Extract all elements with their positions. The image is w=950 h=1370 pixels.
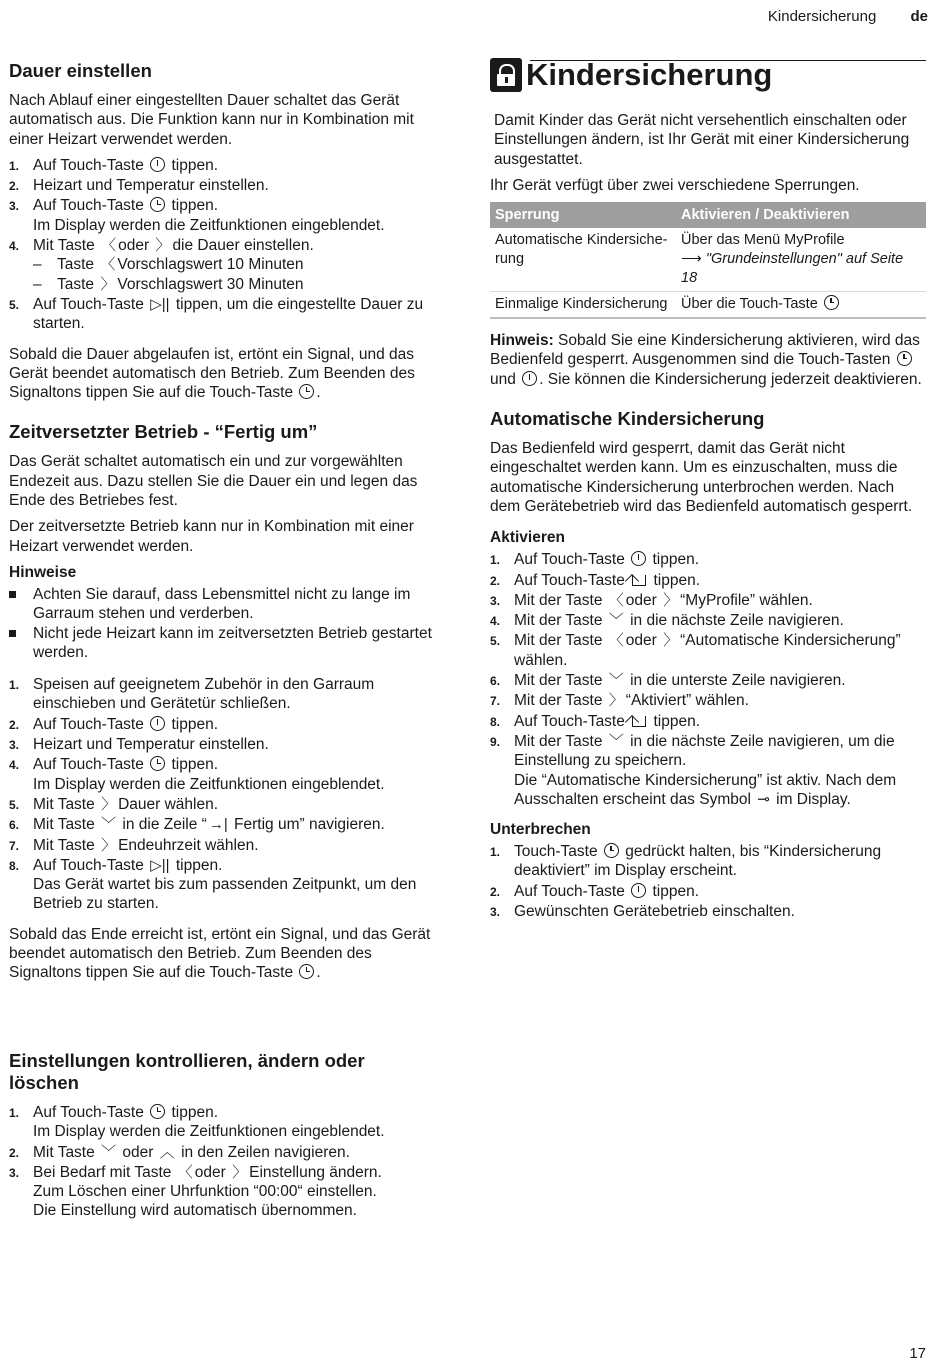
einstellungen-steps <box>9 1103 449 1221</box>
list-item: 4. Mit Taste 〈 oder 〉 die Dauer einstellen. – Taste 〈 Vorschlagswert 10 Minuten – Taste 〉 Vorschlagswert 30 Minuten <box>9 237 314 293</box>
lock-icon <box>490 58 522 92</box>
table-row <box>490 228 926 292</box>
sperrungen-table <box>490 202 926 319</box>
list-item: 5. Mit Taste 〉 Dauer wählen. <box>9 795 219 813</box>
power-icon <box>150 716 165 731</box>
list-item: 6. Mit Taste ﹀ in die Zeile “ →| Fertig um” navigieren. <box>9 816 385 834</box>
auto-heading: Automatische Kindersicherung <box>490 408 765 430</box>
dauer-heading: Dauer einstellen <box>9 60 152 81</box>
end-time-icon: →| <box>208 816 228 834</box>
play-pause-icon: ▷|| <box>150 295 170 313</box>
header-section-title: Kindersicherung <box>767 8 877 25</box>
list-item: 3. Heizart und Temperatur einstellen. <box>9 736 269 754</box>
fertig-p2: Der zeitversetzte Betrieb kann nur in Kombination mit einer Heizart verwendet werden. <box>9 518 414 555</box>
table-cell: Einmalige Kindersicherung <box>490 292 676 319</box>
power-icon <box>150 157 165 172</box>
fertig-heading: Zeitversetzter Betrieb - “Fertig um” <box>9 421 318 443</box>
unterbrechen-steps <box>490 842 926 921</box>
header-language: de <box>910 8 928 25</box>
table-cell: Über das Menü MyProfile ⟶ "Grundeinstellungen" auf Seite 18 <box>676 228 926 292</box>
bullet-icon <box>9 630 16 637</box>
aktivieren-steps <box>490 550 926 809</box>
dauer-intro: Nach Ablauf einer eingestellten Dauer schaltet das Gerät automatisch aus. Die Funktion kann nur in Kombination mit einer Heizart verwendet werden. <box>9 92 414 148</box>
clock-icon <box>604 843 619 858</box>
key-icon: ⊸ <box>757 790 770 808</box>
chevron-right-icon: 〉 <box>155 237 171 255</box>
list-item: 7. Mit Taste 〉 Endeuhrzeit wählen. <box>9 836 259 854</box>
cross-reference-link[interactable]: "Grundeinstellungen" auf Seite 18 <box>681 251 904 287</box>
list-item: 3. Auf Touch-Taste tippen. Im Display werden die Zeitfunktionen eingeblendet. <box>9 197 385 234</box>
fertig-after: Sobald das Ende erreicht ist, ertönt ein Signal, und das Gerät beendet automatisch den Betrieb. Zum Beenden des Signaltons tippen Sie auf die Touch-Taste . <box>9 925 431 982</box>
home-icon <box>632 716 646 727</box>
table-cell: Automatische Kindersiche-rung <box>490 228 676 292</box>
chevron-down-icon: ﹀ <box>101 1143 117 1161</box>
list-item: Nicht jede Heizart kann im zeitversetzten Betrieb gestartet werden. <box>9 624 444 663</box>
list-item: 3. Gewünschten Gerätebetrieb einschalten. <box>490 903 795 921</box>
chevron-right-icon: 〉 <box>101 795 117 813</box>
list-item: 6. Mit der Taste ﹀ in die unterste Zeile navigieren. <box>490 672 846 690</box>
chevron-right-icon: 〉 <box>663 632 679 650</box>
list-item: 3. Mit der Taste 〈 oder 〉 “MyProfile” wählen. <box>490 591 813 609</box>
table-header: Aktivieren / Deaktivieren <box>676 202 926 228</box>
hinweise-heading: Hinweise <box>9 563 77 581</box>
list-item: 1. Auf Touch-Taste tippen. <box>9 156 219 174</box>
chevron-down-icon: ﹀ <box>608 672 624 690</box>
list-item: 8. Auf Touch-Taste ▷|| tippen. Das Gerät wartet bis zum passenden Zeitpunkt, um den Betrieb zu starten. <box>9 856 417 913</box>
page-title: Kindersicherung <box>526 57 773 92</box>
list-item: 2. Auf Touch-Taste tippen. <box>490 571 701 589</box>
arrow-icon: ⟶ <box>681 251 702 268</box>
home-icon <box>632 575 646 586</box>
chevron-down-icon: ﹀ <box>608 732 624 750</box>
chevron-left-icon: 〈 <box>100 256 116 274</box>
list-item: 2. Mit Taste ﹀ oder ︿ in den Zeilen navigieren. <box>9 1143 350 1161</box>
chevron-left-icon: 〈 <box>608 632 624 650</box>
clock-icon <box>150 756 165 771</box>
list-item: 3. Bei Bedarf mit Taste 〈 oder 〉 Einstellung ändern. Zum Löschen einer Uhrfunktion “00:00“ einstellen. Die Einstellung wird automatisch übernommen. <box>9 1163 382 1220</box>
unterbrechen-heading: Unterbrechen <box>490 821 591 839</box>
chevron-right-icon: 〉 <box>101 836 117 854</box>
hinweise-list <box>9 585 444 662</box>
clock-icon <box>897 351 912 366</box>
kinder-p2: Ihr Gerät verfügt über zwei verschiedene Sperrungen. <box>490 176 860 194</box>
page-number: 17 <box>909 1345 926 1362</box>
fertig-steps <box>9 675 444 914</box>
list-item: 2. Auf Touch-Taste tippen. <box>490 882 700 900</box>
power-icon <box>631 551 646 566</box>
chevron-up-icon: ︿ <box>159 1143 175 1161</box>
list-item: 2. Auf Touch-Taste tippen. <box>9 715 219 733</box>
chevron-left-icon: 〈 <box>177 1163 193 1181</box>
chevron-down-icon: ﹀ <box>608 612 624 630</box>
clock-icon <box>150 197 165 212</box>
clock-icon <box>824 295 839 310</box>
fertig-p1: Das Gerät schaltet automatisch ein und zur vorgewählten Endezeit aus. Dazu stellen Sie die Dauer ein und legen das Ende des Betriebes fest. <box>9 453 418 510</box>
right-column <box>490 57 926 932</box>
chevron-left-icon: 〈 <box>608 591 624 609</box>
list-item: 5. Auf Touch-Taste ▷|| tippen, um die eingestellte Dauer zu starten. <box>9 295 424 333</box>
clock-icon <box>299 964 314 979</box>
bullet-icon <box>9 591 16 598</box>
auto-p1: Das Bedienfeld wird gesperrt, damit das Gerät nicht eingeschaltet werden kann. Um es einzuschalten, muss die automatische Kindersicherung unterbrochen werden. Nach dem Gerätebetrieb wird das Bedienfeld automatisch gesperrt. <box>490 440 913 515</box>
list-item: 7. Mit der Taste 〉 “Aktiviert” wählen. <box>490 692 749 710</box>
list-item: 1. Auf Touch-Taste tippen. Im Display werden die Zeitfunktionen eingeblendet. <box>9 1104 385 1141</box>
dauer-steps <box>9 156 444 334</box>
chevron-right-icon: 〉 <box>232 1163 248 1181</box>
play-pause-icon: ▷|| <box>150 856 170 874</box>
table-cell: Über die Touch-Taste <box>676 292 926 319</box>
table-header: Sperrung <box>490 202 676 228</box>
aktivieren-heading: Aktivieren <box>490 529 565 547</box>
list-item: 4. Auf Touch-Taste tippen. Im Display werden die Zeitfunktionen eingeblendet. <box>9 756 385 793</box>
list-item: 8. Auf Touch-Taste tippen. <box>490 712 701 730</box>
table-row <box>490 292 926 319</box>
list-item: 2. Heizart und Temperatur einstellen. <box>9 177 269 195</box>
bottom-left-section <box>9 1050 449 1232</box>
kindersicherung-title <box>490 57 926 93</box>
list-item: 5. Mit der Taste 〈 oder 〉 “Automatische Kindersicherung” wählen. <box>490 632 901 669</box>
einstellungen-heading: Einstellungen kontrollieren, ändern oder löschen <box>9 1050 365 1093</box>
clock-icon <box>150 1104 165 1119</box>
kinder-hinweis: Hinweis: Sobald Sie eine Kindersicherung aktivieren, wird das Bedienfeld gesperrt. Ausgenommen sind die Touch-Tasten und . Sie können die Kindersicherung jederzeit deaktivieren. <box>490 332 922 388</box>
power-icon <box>522 371 537 386</box>
chevron-left-icon: 〈 <box>101 237 117 255</box>
chevron-right-icon: 〉 <box>100 275 116 293</box>
dauer-after: Sobald die Dauer abgelaufen ist, ertönt ein Signal, und das Gerät beendet automatisch den Betrieb. Zum Beenden des Signaltons tippen Sie auf die Touch-Taste . <box>9 345 415 402</box>
list-item: 4. Mit der Taste ﹀ in die nächste Zeile navigieren. <box>490 612 844 630</box>
left-column <box>9 60 444 990</box>
list-item: 1. Auf Touch-Taste tippen. <box>490 551 700 569</box>
page-header <box>768 8 928 25</box>
chevron-right-icon: 〉 <box>608 692 624 710</box>
clock-icon <box>299 384 314 399</box>
chevron-right-icon: 〉 <box>663 591 679 609</box>
power-icon <box>631 883 646 898</box>
list-item: 1. Speisen auf geeignetem Zubehör in den Garraum einschieben und Gerätetür schließen. <box>9 676 375 713</box>
list-item: Achten Sie darauf, dass Lebensmittel nicht zu lange im Garraum stehen und verderben. <box>9 585 444 624</box>
list-item: 9. Mit der Taste ﹀ in die nächste Zeile navigieren, um die Einstellung zu speichern. Die “Automatische Kindersicherung” ist aktiv. Nach dem Ausschalten erscheint das Symbol ⊸ im Display. <box>490 732 897 808</box>
list-item: 1. Touch-Taste gedrückt halten, bis “Kindersicherung deaktiviert” im Display erscheint. <box>490 843 882 880</box>
kinder-p1: Damit Kinder das Gerät nicht versehentlich einschalten oder Einstellungen ändern, ist Ihr Gerät mit einer Kindersicherung ausgestattet. <box>494 112 910 168</box>
chevron-down-icon: ﹀ <box>101 816 117 834</box>
